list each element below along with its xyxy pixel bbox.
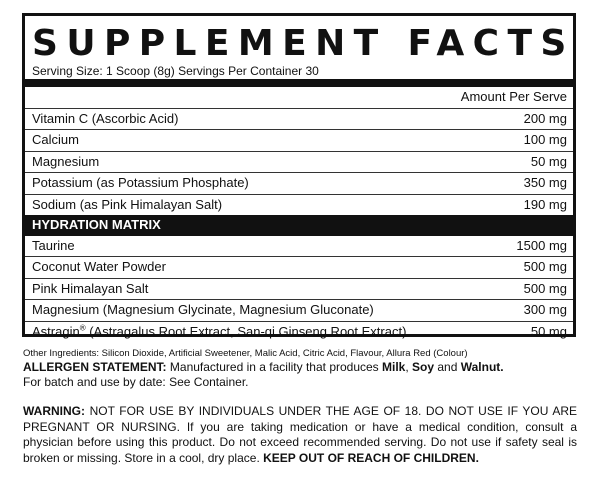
nutrient-amount: 350 mg xyxy=(523,175,567,190)
matrix-ingredient-name xyxy=(32,322,406,343)
matrix-ingredient-name: Coconut Water Powder xyxy=(32,259,166,274)
astragin-name: Astragin xyxy=(32,323,80,339)
table-row xyxy=(25,322,573,343)
table-row xyxy=(25,257,573,279)
allergen-walnut: Walnut. xyxy=(460,360,504,374)
table-row xyxy=(25,130,573,152)
section-title: HYDRATION MATRIX xyxy=(32,217,161,232)
supplement-facts-panel xyxy=(22,13,576,337)
other-ingredients: Other Ingredients: Silicon Dioxide, Artificial Sweetener, Malic Acid, Citric Acid, Flavour, Allura Red (Colour) xyxy=(23,348,468,359)
matrix-ingredient-amount: 1500 mg xyxy=(516,237,567,253)
batch-info: For batch and use by date: See Container. xyxy=(23,375,249,389)
matrix-ingredient-name: Magnesium (Magnesium Glycinate, Magnesium Gluconate) xyxy=(32,302,374,317)
nutrient-table xyxy=(25,87,573,342)
nutrient-name: Calcium xyxy=(32,132,79,147)
matrix-ingredient-amount: 500 mg xyxy=(523,280,567,296)
registered-mark: ® xyxy=(79,323,86,333)
allergen-comma: , xyxy=(405,360,413,374)
allergen-statement xyxy=(23,360,583,375)
keep-out-of-reach: KEEP OUT OF REACH OF CHILDREN. xyxy=(263,450,479,465)
nutrient-name: Sodium (as Pink Himalayan Salt) xyxy=(32,196,223,212)
table-row xyxy=(25,173,573,195)
nutrient-name: Potassium (as Potassium Phosphate) xyxy=(32,175,249,190)
nutrient-amount: 190 mg xyxy=(523,196,567,212)
matrix-ingredient-name: Taurine xyxy=(32,237,75,253)
table-row xyxy=(25,279,573,301)
allergen-milk: Milk xyxy=(382,360,406,374)
warning-text: NOT FOR USE BY INDIVIDUALS UNDER THE AGE OF 18. DO NOT USE IF YOU ARE PREGNANT OR NURSING. If you are taking medication or have a medical condition, consult a physician before using this product. Do not exceed recommended serving. Do not use if safety seal is broken or missing. Store in a cool, dry place. xyxy=(23,404,577,465)
nutrient-amount: 50 mg xyxy=(530,153,567,169)
matrix-ingredient-name: Pink Himalayan Salt xyxy=(32,280,149,296)
panel-title: SUPPLEMENT FACTS xyxy=(32,23,575,64)
nutrient-amount: 100 mg xyxy=(523,132,567,147)
warning-label: WARNING: xyxy=(23,404,85,418)
amount-header: Amount Per Serve xyxy=(460,89,567,104)
allergen-label: ALLERGEN STATEMENT: xyxy=(23,360,167,374)
table-row xyxy=(25,236,573,258)
matrix-ingredient-amount: 300 mg xyxy=(523,302,567,317)
table-row xyxy=(25,300,573,322)
nutrient-name: Vitamin C (Ascorbic Acid) xyxy=(32,110,179,126)
allergen-and: and xyxy=(434,360,461,374)
matrix-ingredient-amount: 50 mg xyxy=(530,323,567,339)
nutrient-amount: 200 mg xyxy=(523,110,567,126)
nutrient-name: Magnesium xyxy=(32,153,100,169)
warning-statement xyxy=(23,404,577,466)
thick-divider xyxy=(25,79,573,87)
hydration-matrix-header xyxy=(25,215,573,236)
allergen-soy: Soy xyxy=(412,360,435,374)
serving-info: Serving Size: 1 Scoop (8g) Servings Per Container 30 xyxy=(32,64,319,78)
label-footer xyxy=(23,348,583,466)
amount-header-row xyxy=(25,87,573,109)
table-row xyxy=(25,109,573,131)
astragin-description: (Astragalus Root Extract, San-qi Ginseng Root Extract) xyxy=(85,323,407,339)
table-row xyxy=(25,152,573,174)
matrix-ingredient-amount: 500 mg xyxy=(523,259,567,274)
table-row xyxy=(25,195,573,216)
allergen-text: Manufactured in a facility that produces xyxy=(166,360,383,374)
